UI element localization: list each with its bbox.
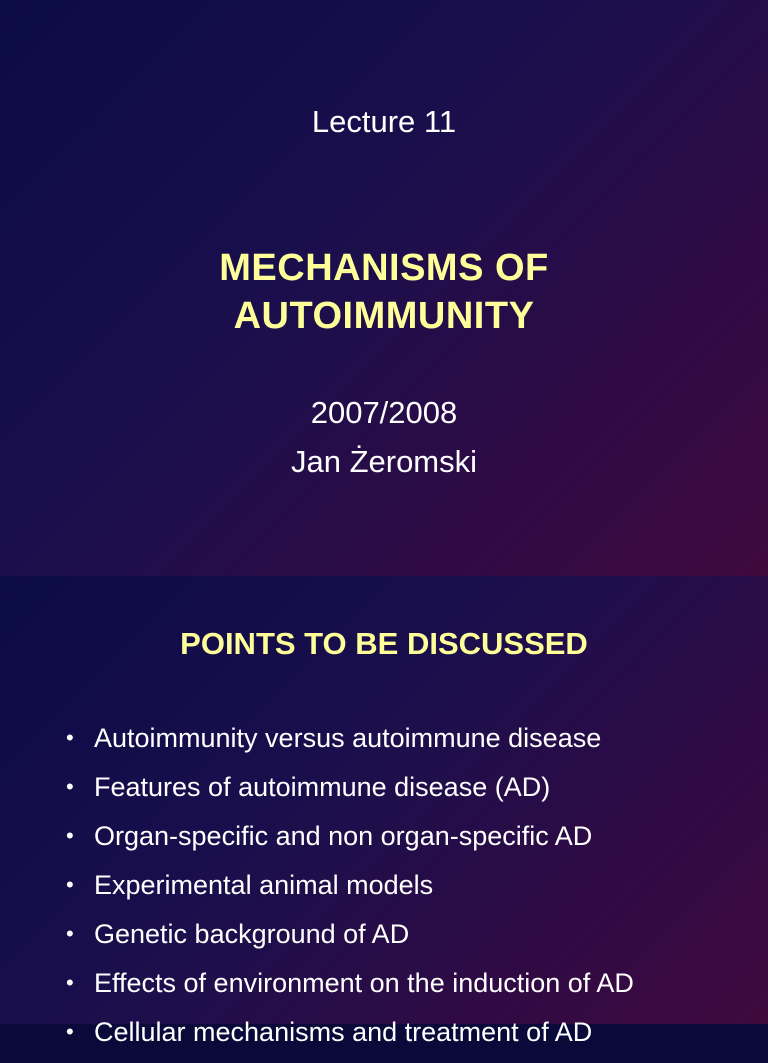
points-heading: POINTS TO BE DISCUSSED [180, 626, 588, 661]
academic-year: 2007/2008 [310, 395, 458, 430]
bullet-icon: • [66, 872, 74, 897]
points-slide [0, 576, 768, 1047]
bullet-icon: • [66, 921, 74, 946]
bullet-icon: • [66, 725, 74, 750]
list-item-text: Autoimmunity versus autoimmune disease [94, 723, 602, 753]
bullet-icon: • [66, 823, 74, 848]
bullet-icon: • [66, 1019, 74, 1044]
list-item-text: Effects of environment on the induction of AD [94, 968, 634, 998]
list-item-text: Features of autoimmune disease (AD) [94, 772, 551, 802]
lecture-number: Lecture 11 [311, 104, 457, 139]
slide-title-line-1: MECHANISMS OF [219, 247, 549, 289]
slide-title-line-2: AUTOIMMUNITY [233, 295, 535, 337]
list-item-text: Organ-specific and non organ-specific AD [94, 821, 593, 851]
author-name: Jan Żeromski [290, 444, 478, 479]
list-item-text: Genetic background of AD [94, 919, 410, 949]
list-item-text: Experimental animal models [94, 870, 434, 900]
slide-title [0, 244, 768, 340]
bullet-icon: • [66, 774, 74, 799]
bullet-icon: • [66, 970, 74, 995]
list-item-text: Cellular mechanisms and treatment of AD [94, 1017, 593, 1047]
